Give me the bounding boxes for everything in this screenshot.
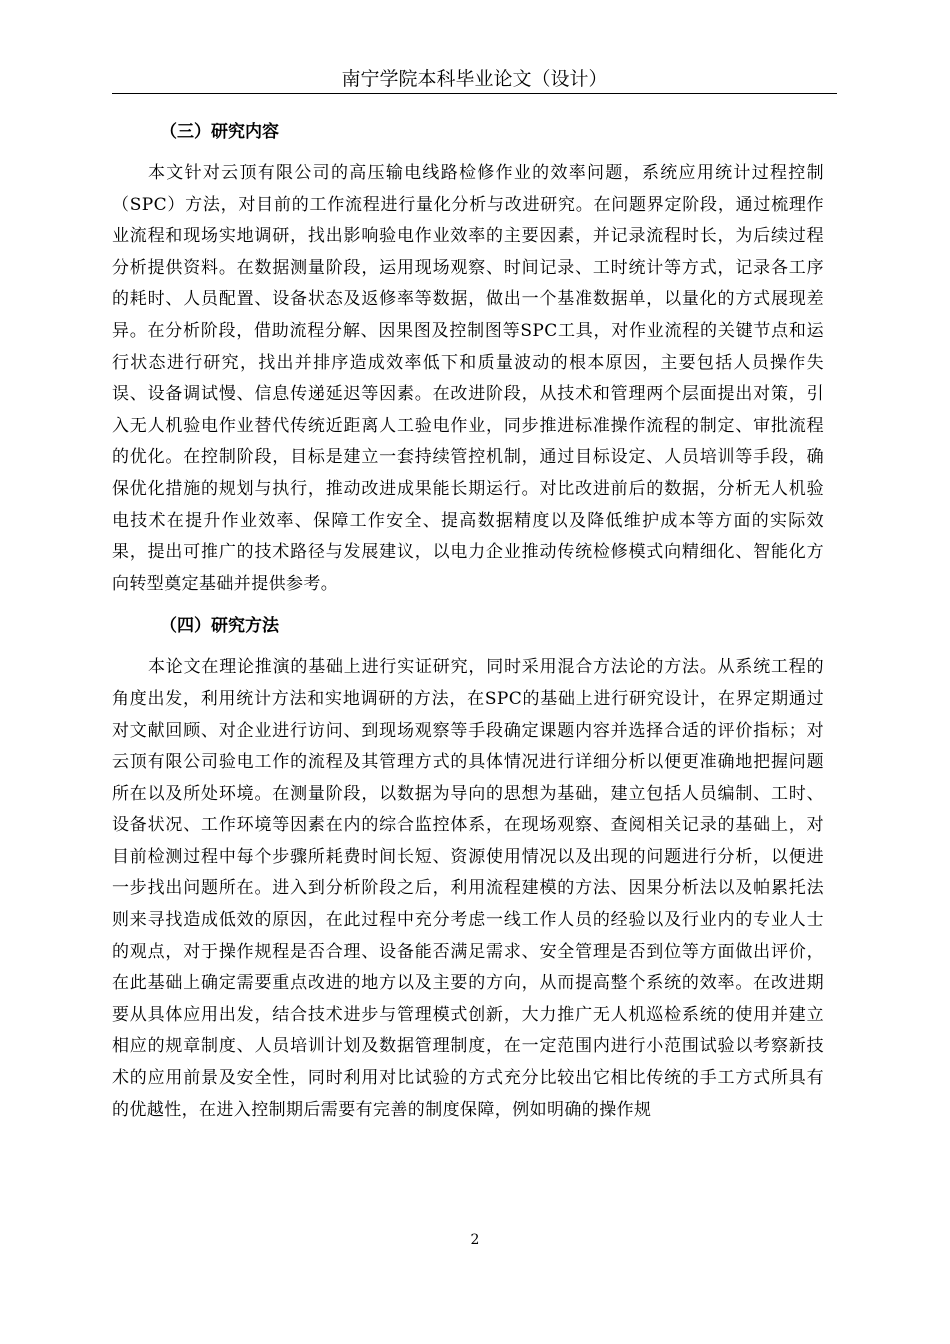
section-heading-research-content: （三）研究内容 [160,122,279,142]
page-number: 2 [470,1232,480,1248]
section-heading-research-method: （四）研究方法 [160,616,279,637]
paragraph-research-content: 本文针对云顶有限公司的高压输电线路检修作业的效率问题，系统应用统计过程控制（SPC）方法，对目前的工作流程进行量化分析与改进研究。在问题界定阶段，通过梳理作业流程和现场实地调研，找出影响验电作业效率的主要因素，并记录流程时长，为后续过程分析提供资料。在数据测量阶段，运用现场观察、时间记录、工时统计等方式，记录各工序的耗时、人员配置、设备状态及返修率等数据，做出一个基准数据单，以量化的方式展现差异。在分析阶段，借助流程分解、因果图及控制图等SPC工具，对作业流程的关键节点和运行状态进行研究，找出并排序造成效率低下和质量波动的根本原因，主要包括人员操作失误、设备调试慢、信息传递延迟等因素。在改进阶段，从技术和管理两个层面提出对策，引入无人机验电作业替代传统近距离人工验电作业，同步推进标准操作流程的制定、审批流程的优化。在控制阶段，目标是建立一套持续管控机制，通过目标设定、人员培训等手段，确保优化措施的规划与执行，推动改进成果能长期运行。对比改进前后的数据，分析无人机验电技术在提升作业效率、保障工作安全、提高数据精度以及降低维护成本等方面的实际效果，提出可推广的技术路径与发展建议，以电力企业推动传统检修模式向精细化、智能化方向转型奠定基础并提供参考。 [112,163,824,594]
page-header-title: 南宁学院本科毕业论文（设计） [341,68,608,90]
paragraph-research-method: 本论文在理论推演的基础上进行实证研究，同时采用混合方法论的方法。从系统工程的角度出发，利用统计方法和实地调研的方法，在SPC的基础上进行研究设计，在界定期通过对文献回顾、对企业进行访问、到现场观察等手段确定课题内容并选择合适的评价指标；对云顶有限公司验电工作的流程及其管理方式的具体情况进行详细分析以便更准确地把握问题所在以及所处环境。在测量阶段，以数据为导向的思想为基础，建立包括人员编制、工时、设备状况、工作环境等因素在内的综合监控体系，在现场观察、查阅相关记录的基础上，对目前检测过程中每个步骤所耗费时间长短、资源使用情况以及出现的问题进行分析，以便进一步找出问题所在。进入到分析阶段之后，利用流程建模的方法、因果分析法以及帕累托法则来寻找造成低效的原因，在此过程中充分考虑一线工作人员的经验以及行业内的专业人士的观点，对于操作规程是否合理、设备能否满足需求、安全管理是否到位等方面做出评价，在此基础上确定需要重点改进的地方以及主要的方向，从而提高整个系统的效率。在改进期要从具体应用出发，结合技术进步与管理模式创新，大力推广无人机巡检系统的使用并建立相应的规章制度、人员培训计划及数据管理制度，在一定范围内进行小范围试验以考察新技术的应用前景及安全性，同时利用对比试验的方式充分比较出它相比传统的手工方式所具有的优越性，在进入控制期后需要有完善的制度保障，例如明确的操作规 [112,657,824,1120]
header-rule [112,93,837,94]
document-body [112,116,824,1126]
